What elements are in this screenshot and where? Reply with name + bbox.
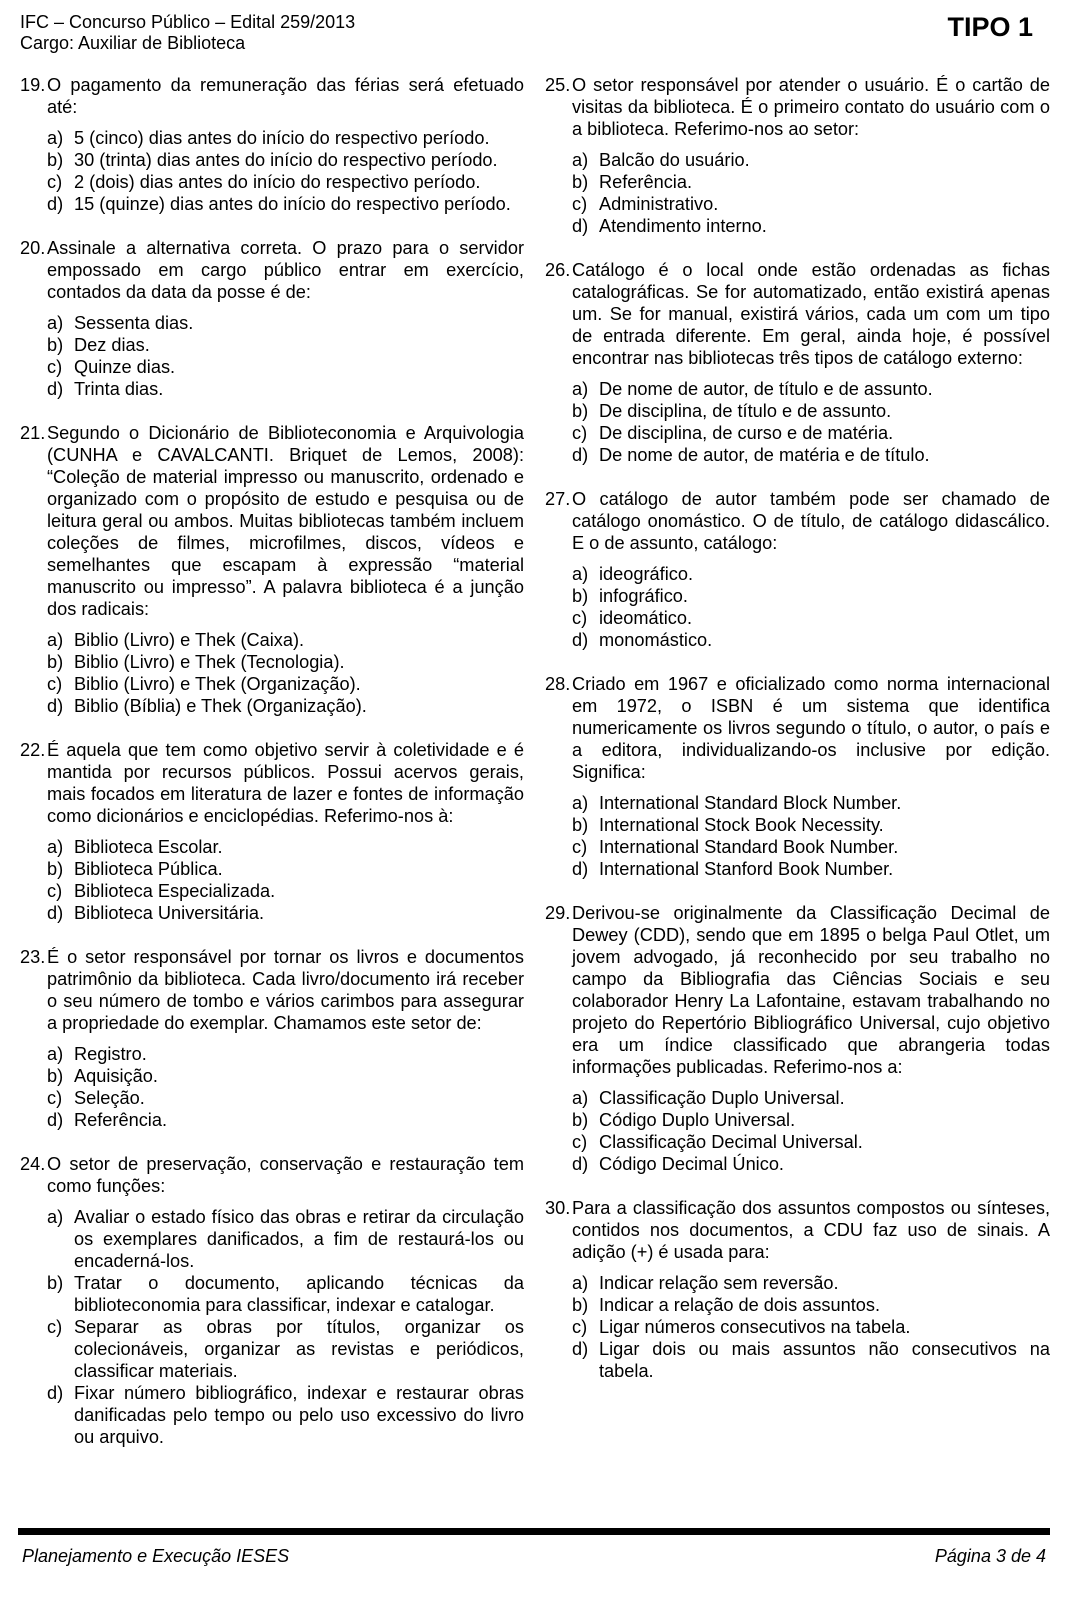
answer-option — [572, 814, 1050, 836]
answer-option — [47, 127, 524, 149]
question-stem: É aquela que tem como objetivo servir à coletividade e é mantida por recursos públicos. Possui acervos gerais, mais focados em literatura de lazer e fontes de informação como dicionários e enciclopédias. Referimo-nos à: — [47, 740, 524, 826]
option-letter: d) — [572, 216, 589, 236]
option-text: ideomático. — [599, 608, 693, 628]
question-number: 24. — [20, 1154, 46, 1174]
answer-option — [572, 563, 1050, 585]
option-text: Dez dias. — [74, 335, 150, 355]
option-letter: b) — [47, 150, 64, 170]
option-letter: c) — [47, 1317, 63, 1337]
question — [20, 946, 524, 1131]
option-letter: b) — [572, 815, 589, 835]
option-text: Balcão do usuário. — [599, 150, 750, 170]
question — [545, 902, 1050, 1175]
answer-option — [572, 585, 1050, 607]
answer-option — [572, 1087, 1050, 1109]
option-text: Biblio (Livro) e Thek (Tecnologia). — [74, 652, 345, 672]
question-number: 29. — [545, 903, 571, 923]
footer-divider — [18, 1528, 1050, 1535]
answer-option — [47, 334, 524, 356]
answer-option — [47, 1382, 524, 1448]
answer-option — [572, 444, 1050, 466]
answer-option — [47, 902, 524, 924]
question-number: 21. — [20, 423, 46, 443]
answer-option — [47, 1109, 524, 1131]
option-letter: c) — [47, 357, 63, 377]
question-number: 25. — [545, 75, 571, 95]
option-text: Biblio (Livro) e Thek (Organização). — [74, 674, 361, 694]
answer-option — [572, 1272, 1050, 1294]
footer-organizer: Planejamento e Execução IESES — [22, 1546, 290, 1566]
option-letter: c) — [572, 1317, 588, 1337]
option-letter: a) — [47, 313, 64, 333]
answer-option — [572, 858, 1050, 880]
question — [20, 739, 524, 924]
option-text: Referência. — [74, 1110, 168, 1130]
answer-option — [47, 193, 524, 215]
option-text: Código Decimal Único. — [599, 1154, 784, 1174]
answer-option — [572, 607, 1050, 629]
option-text: Classificação Duplo Universal. — [599, 1088, 845, 1108]
option-text: International Stock Book Necessity. — [599, 815, 884, 835]
answer-option — [572, 215, 1050, 237]
option-text: infográfico. — [599, 586, 688, 606]
option-letter: d) — [47, 1383, 64, 1403]
question — [20, 1153, 524, 1448]
option-text: Biblio (Livro) e Thek (Caixa). — [74, 630, 305, 650]
question-number: 26. — [545, 260, 571, 280]
option-letter: d) — [47, 194, 64, 214]
question-number: 27. — [545, 489, 571, 509]
option-letter: c) — [572, 194, 588, 214]
question-stem: O setor responsável por atender o usuário. É o cartão de visitas da biblioteca. É o primeiro contato do usuário com o a biblioteca. Referimo-nos ao setor: — [572, 75, 1050, 139]
question — [545, 1197, 1050, 1382]
answer-option — [47, 858, 524, 880]
question — [20, 422, 524, 717]
option-letter: d) — [572, 859, 589, 879]
option-letter: a) — [47, 1044, 64, 1064]
option-text: Código Duplo Universal. — [599, 1110, 796, 1130]
question — [545, 488, 1050, 651]
option-letter: d) — [47, 696, 64, 716]
left-column — [20, 74, 524, 1470]
option-letter: a) — [572, 564, 589, 584]
answer-option — [47, 1206, 524, 1272]
option-letter: a) — [47, 837, 64, 857]
option-text: Trinta dias. — [74, 379, 164, 399]
answer-option — [572, 149, 1050, 171]
answer-option — [47, 356, 524, 378]
option-letter: d) — [572, 445, 589, 465]
answer-option — [47, 1316, 524, 1382]
question-stem: Derivou-se originalmente da Classificação Decimal de Dewey (CDD), sendo que em 1895 o belga Paul Otlet, um jovem advogado, já reconhecido por seu trabalho no campo da Bibliografia das Ciências Sociais e seu colaborador Henry La Lafontaine, estavam trabalhando no projeto do Repertório Bibliográfico Universal, cujo objetivo era um índice classificado que abrangeria todas informações publicadas. Referimo-nos a: — [572, 903, 1050, 1077]
answer-option — [47, 695, 524, 717]
answer-option — [47, 1272, 524, 1316]
option-text: 2 (dois) dias antes do início do respectivo período. — [74, 172, 481, 192]
question-stem: O catálogo de autor também pode ser chamado de catálogo onomástico. O de título, de catálogo didascálico. E o de assunto, catálogo: — [572, 489, 1050, 553]
option-text: Ligar dois ou mais assuntos não consecutivos na tabela. — [599, 1339, 1050, 1381]
answer-option — [572, 1338, 1050, 1382]
option-letter: d) — [47, 379, 64, 399]
answer-option — [572, 836, 1050, 858]
question-stem: Catálogo é o local onde estão ordenadas as fichas catalográficas. Se for automatizado, então existirá apenas um. Se for manual, existirá vários, cada um com um tipo de entrada diferente. Em geral, ainda hoje, é possível encontrar nas bibliotecas três tipos de catálogo externo: — [572, 260, 1050, 368]
answer-option — [47, 1087, 524, 1109]
answer-option — [572, 422, 1050, 444]
option-letter: b) — [47, 859, 64, 879]
option-letter: a) — [47, 630, 64, 650]
option-letter: c) — [572, 423, 588, 443]
option-text: De nome de autor, de matéria e de título. — [599, 445, 930, 465]
page-header — [20, 12, 1057, 60]
answer-option — [572, 171, 1050, 193]
answer-option — [572, 378, 1050, 400]
option-text: 30 (trinta) dias antes do início do respectivo período. — [74, 150, 498, 170]
option-letter: b) — [47, 652, 64, 672]
page-number: Página 3 de 4 — [934, 1546, 1046, 1566]
option-text: 5 (cinco) dias antes do início do respectivo período. — [74, 128, 490, 148]
question — [20, 74, 524, 215]
option-text: Indicar relação sem reversão. — [599, 1273, 839, 1293]
option-text: Registro. — [74, 1044, 147, 1064]
answer-option — [47, 673, 524, 695]
question-number: 22. — [20, 740, 46, 760]
option-text: De disciplina, de título e de assunto. — [599, 401, 892, 421]
question-number: 28. — [545, 674, 571, 694]
option-text: Indicar a relação de dois assuntos. — [599, 1295, 881, 1315]
answer-option — [572, 1294, 1050, 1316]
right-column — [545, 74, 1050, 1404]
option-letter: b) — [572, 586, 589, 606]
answer-option — [572, 1153, 1050, 1175]
question-stem: Assinale a alternativa correta. O prazo para o servidor empossado em cargo público entrar em exercício, contados da data da posse é de: — [47, 238, 524, 302]
question — [545, 259, 1050, 466]
option-letter: b) — [572, 401, 589, 421]
answer-option — [572, 1109, 1050, 1131]
answer-option — [572, 792, 1050, 814]
option-letter: b) — [572, 1110, 589, 1130]
option-letter: c) — [47, 172, 63, 192]
option-letter: b) — [47, 1066, 64, 1086]
answer-option — [47, 171, 524, 193]
option-text: De nome de autor, de título e de assunto. — [599, 379, 933, 399]
option-text: Quinze dias. — [74, 357, 176, 377]
option-letter: c) — [47, 881, 63, 901]
option-letter: a) — [572, 379, 589, 399]
position-title: Cargo: Auxiliar de Biblioteca — [20, 33, 246, 53]
answer-option — [47, 629, 524, 651]
option-text: International Stanford Book Number. — [599, 859, 894, 879]
option-text: Biblioteca Universitária. — [74, 903, 265, 923]
option-letter: d) — [572, 630, 589, 650]
option-text: De disciplina, de curso e de matéria. — [599, 423, 894, 443]
page-footer — [22, 1545, 1046, 1567]
question — [545, 74, 1050, 237]
question — [545, 673, 1050, 880]
option-text: Referência. — [599, 172, 693, 192]
question-number: 20. — [20, 238, 46, 258]
option-letter: d) — [47, 1110, 64, 1130]
answer-option — [572, 1316, 1050, 1338]
option-text: Biblioteca Escolar. — [74, 837, 223, 857]
question-stem: Criado em 1967 e oficializado como norma internacional em 1972, o ISBN é um sistema que identifica numericamente os livros segundo o título, o autor, o país e a editora, individualizando-os inclusive por edição. Significa: — [572, 674, 1050, 782]
exam-type-label: TIPO 1 — [947, 12, 1033, 42]
option-letter: a) — [47, 1207, 64, 1227]
answer-option — [47, 1065, 524, 1087]
option-text: Aquisição. — [74, 1066, 158, 1086]
option-text: Ligar números consecutivos na tabela. — [599, 1317, 911, 1337]
question-number: 23. — [20, 947, 46, 967]
option-text: Biblio (Bíblia) e Thek (Organização). — [74, 696, 367, 716]
option-letter: a) — [572, 1273, 589, 1293]
option-letter: b) — [572, 172, 589, 192]
answer-option — [47, 1043, 524, 1065]
option-text: Biblioteca Especializada. — [74, 881, 276, 901]
option-letter: a) — [47, 128, 64, 148]
option-text: Fixar número bibliográfico, indexar e restaurar obras danificadas pelo tempo ou pelo uso excessivo do livro ou arquivo. — [74, 1383, 524, 1447]
option-text: Separar as obras por títulos, organizar os colecionáveis, organizar as revistas e periódicos, classificar materiais. — [74, 1317, 524, 1381]
option-text: Atendimento interno. — [599, 216, 767, 236]
option-text: Administrativo. — [599, 194, 719, 214]
answer-option — [47, 880, 524, 902]
option-letter: d) — [47, 903, 64, 923]
option-letter: c) — [47, 1088, 63, 1108]
answer-option — [47, 312, 524, 334]
answer-option — [572, 400, 1050, 422]
option-text: ideográfico. — [599, 564, 694, 584]
question-number: 30. — [545, 1198, 571, 1218]
question-stem: Para a classificação dos assuntos compostos ou sínteses, contidos nos documentos, a CDU faz uso de sinais. A adição (+) é usada para: — [572, 1198, 1050, 1262]
option-letter: b) — [572, 1295, 589, 1315]
option-letter: c) — [572, 1132, 588, 1152]
option-letter: d) — [572, 1339, 589, 1359]
answer-option — [572, 629, 1050, 651]
question-number: 19. — [20, 75, 46, 95]
question-stem: É o setor responsável por tornar os livros e documentos patrimônio da biblioteca. Cada livro/documento irá receber o seu número de tombo e vários carimbos para assegurar a propriedade do exemplar. Chamamos este setor de: — [47, 947, 524, 1033]
option-text: Seleção. — [74, 1088, 145, 1108]
answer-option — [47, 378, 524, 400]
answer-option — [572, 193, 1050, 215]
answer-option — [572, 1131, 1050, 1153]
option-text: 15 (quinze) dias antes do início do respectivo período. — [74, 194, 511, 214]
answer-option — [47, 836, 524, 858]
option-letter: c) — [47, 674, 63, 694]
question-stem: O pagamento da remuneração das férias será efetuado até: — [47, 75, 524, 117]
option-text: monomástico. — [599, 630, 713, 650]
question-stem: Segundo o Dicionário de Biblioteconomia e Arquivologia (CUNHA e CAVALCANTI. Briquet de Lemos, 2008): “Coleção de material impresso ou manuscrito, ordenado e organizado com o propósito de estudo e pesquisa ou de leitura geral ou ambos. Muitas bibliotecas também incluem coleções de filmes, microfilmes, discos, vídeos e semelhantes que escapam à expressão “material manuscrito ou impresso”. A palavra biblioteca é a junção dos radicais: — [47, 423, 524, 619]
option-letter: b) — [47, 1273, 64, 1293]
question — [20, 237, 524, 400]
option-text: Sessenta dias. — [74, 313, 194, 333]
option-text: Avaliar o estado físico das obras e retirar da circulação os exemplares danificados, a fim de restaurá-los ou encaderná-los. — [74, 1207, 524, 1271]
question-stem: O setor de preservação, conservação e restauração tem como funções: — [47, 1154, 524, 1196]
option-letter: d) — [572, 1154, 589, 1174]
option-text: International Standard Block Number. — [599, 793, 902, 813]
answer-option — [47, 651, 524, 673]
option-letter: a) — [572, 1088, 589, 1108]
option-text: Tratar o documento, aplicando técnicas da biblioteconomia para classificar, indexar e catalogar. — [74, 1273, 524, 1315]
option-letter: c) — [572, 608, 588, 628]
option-letter: a) — [572, 793, 589, 813]
option-letter: b) — [47, 335, 64, 355]
option-letter: a) — [572, 150, 589, 170]
answer-option — [47, 149, 524, 171]
option-text: Biblioteca Pública. — [74, 859, 223, 879]
option-text: Classificação Decimal Universal. — [599, 1132, 863, 1152]
option-letter: c) — [572, 837, 588, 857]
exam-title: IFC – Concurso Público – Edital 259/2013 — [20, 12, 356, 32]
option-text: International Standard Book Number. — [599, 837, 899, 857]
